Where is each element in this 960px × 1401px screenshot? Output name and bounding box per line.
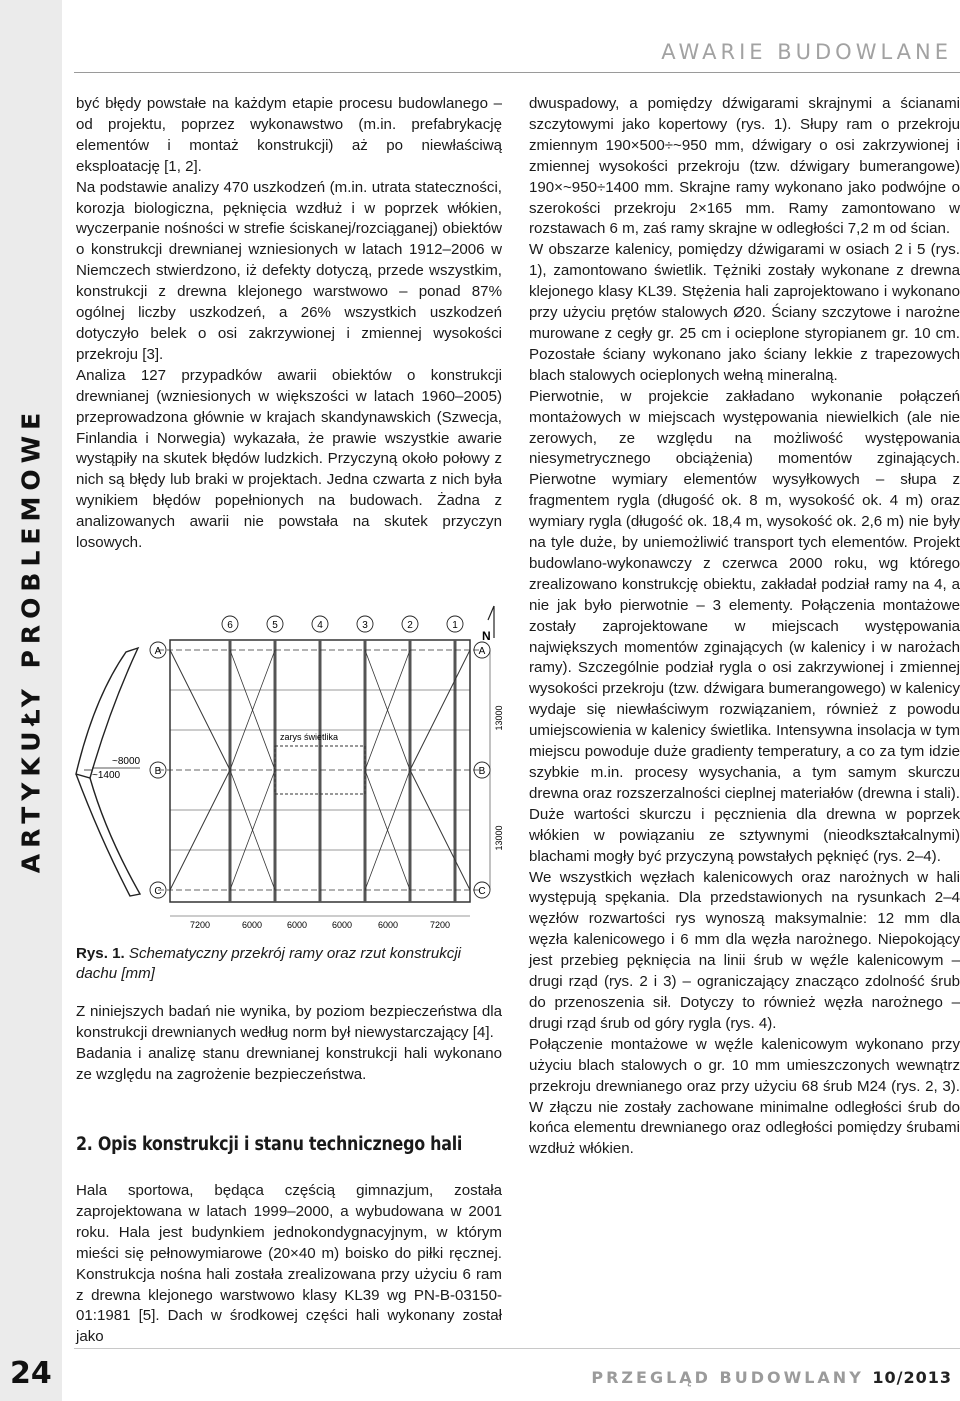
- paragraph: Połączenie montażowe w węźle kalenicowym wykonano przy użyciu blach stalowych o gr. 10 mm umieszczonych wewnątrz przekroju drewnianego oraz przy użyciu 68 śrub M24 (rys. 2, 3). W złączu nie zostały zachowane minimalne odległości śrub do końca elementu drewnianego oraz odległości pomiędzy śrubami wzdłuż włókien.: [529, 1035, 960, 1158]
- paragraph: Hala sportowa, będąca częścią gimnazjum, została zaprojektowana w latach 1999–2000, a wybudowana w 2001 roku. Hala jest budynkiem jednokondygnacyjnym, w którym mieści się pełnowymiarowe (20×40 m) boisko do piłki ręcznej. Konstrukcja nośna hali została zrealizowana przy użyciu 6 ram z drewna klejonego warstwowo klasy KL39 wg PN-B-03150-01:1981 [5]. Dach w środkowej części hali wykonany został jako: [76, 1182, 502, 1346]
- figure-frame-and-roof-plan: [70, 598, 510, 936]
- frame-dim-width: ~1400: [92, 770, 121, 781]
- figure-caption: [76, 944, 502, 984]
- dim-label: 6000: [377, 920, 399, 930]
- axis-mark-label: 2: [407, 620, 413, 631]
- paragraph: Na podstawie analizy 470 uszkodzeń (m.in. utrata stateczności, korozja biologiczna, pęknięcia wzdłuż i w poprzek włókien, wyczerpanie nośności w strefie ściskanej/rozciąganej) obiektów o konstrukcji drewnianej wzniesionych w latach 1912–2006 w Niemczech stwierdzono, iż defekty dotyczą, przede wszystkim, konstrukcji z drewna klejonego warstwowo – ponad 87% ogólnej liczby uszkodzeń, a 26% wszystkich uszkodzeń dotyczyło belek o osi zakrzywionej i zmiennej wysokości przekroju [3].: [76, 178, 502, 363]
- journal-name: PRZEGLĄD BUDOWLANY: [591, 1368, 864, 1387]
- right-column: [529, 94, 960, 1160]
- caption-text: Schematyczny przekrój ramy oraz rzut konstrukcji dachu [mm]: [76, 945, 462, 982]
- axis-mark-label: 6: [227, 620, 233, 631]
- dim-label: 13000: [494, 825, 504, 851]
- paragraph: Pierwotnie, w projekcie zakładano wykonanie połączeń montażowych w miejscach występowania niewielkich (ale nie zerowych, ze względu na możliwość występowania niesymetrycznego obciążenia) momentów zginających. Pierwotne wymiary elementów wysyłkowych – słupa z fragmentem rygla (długość ok. 8 m, wysokość ok. 4 m) oraz wymiary rygla (długość ok. 18,4 m, wysokość ok. 2,6 m) nie były na tyle duże, by uniemożliwić transport tych elementów. Projekt budowlano-wykonawczy z czerwca 2000 roku, wg którego zrealizowano konstrukcję obiektu, zakładał podział ramy na 4, a nie jak było pierwotnie – 3 elementy. Połączenia montażowe zostały zaprojektowane w miejscach występowania największych momentów zginających (w kalenicy i w narożach ramy). Szczególnie podział rygla o osi zakrzywionej i zmiennej wysokości przekroju (tzw. dźwigara bumerangowego) w kalenicy wydaje się niewłaściwym rozwiązaniem, również z powodu umiejscowienia w kalenicy świetlika. Intensywna insolacja w tym miejscu powoduje duże gradienty temperatury, a co za tym idzie szybkie m.in. procesy wysychania, a tym samym skurczu drewna oraz rozszerzalności cieplnej materiałów (drewna i stali). Duże wartości skurczu i pęcznienia dla drewna w poprzek włókien w powiązaniu ze sztywnymi (nieodkształcalnymi) blachami mogły być przyczyną powstałych pęknięć (rys. 2–4).: [529, 387, 960, 865]
- section-vertical-title: ARTYKUŁY PROBLEMOWE: [16, 406, 46, 874]
- axis-mark-label: 4: [317, 620, 323, 631]
- footer-divider: [74, 1348, 960, 1349]
- row-mark-label: C: [154, 886, 162, 897]
- paragraph: Badania i analizę stanu drewnianej konstrukcji hali wykonano ze względu na zagrożenie bezpieczeństwa.: [76, 1044, 502, 1083]
- dim-label: 13000: [494, 705, 504, 731]
- axis-mark-label: 1: [452, 620, 458, 631]
- row-mark-label: B: [154, 766, 162, 777]
- header-divider: [74, 72, 960, 73]
- left-column-mid: [76, 1002, 502, 1086]
- row-mark-label: A: [478, 646, 486, 657]
- axis-mark-label: 5: [272, 620, 278, 631]
- roof-plan: [158, 640, 490, 916]
- left-column-top: [76, 94, 502, 554]
- footer-journal: [591, 1368, 952, 1387]
- frame-dim-height: ~8000: [112, 756, 141, 767]
- running-header: AWARIE BUDOWLANE: [661, 40, 952, 64]
- dim-label: 7200: [429, 920, 451, 930]
- dim-label: 6000: [286, 920, 308, 930]
- north-label: N: [482, 629, 491, 643]
- structural-drawing: [70, 598, 510, 936]
- dim-label: 7200: [189, 920, 211, 930]
- journal-issue: 10/2013: [872, 1368, 952, 1387]
- paragraph: być błędy powstałe na każdym etapie procesu budowlanego – od projektu, poprzez wykonawstwo (m.in. prefabrykację elementów i montaż konstrukcji) aż po niewłaściwą eksploatację [1, 2].: [76, 95, 502, 175]
- row-mark-label: A: [154, 646, 162, 657]
- page-number: 24: [10, 1356, 52, 1391]
- column-axis-marks: [222, 616, 463, 632]
- left-column-bottom: [76, 1181, 502, 1348]
- paragraph: Analiza 127 przypadków awarii obiektów o konstrukcji drewnianej (wzniesionych w większości w latach 1960–2005) przeprowadzona głównie w krajach skandynawskich (Szwecja, Finlandia i Norwegia) wykazała, że prawie wszystkie awarie wystąpiły na skutek błędów ludzkich. Przyczyną około połowy z nich są błędy lub braki w projektach. Jedna czwarta z nich była wynikiem błędów popełnionych na budowach. Żadna z analizowanych awarii nie powstała na skutek przyczyn losowych.: [76, 366, 502, 552]
- dim-label: 6000: [241, 920, 263, 930]
- axis-mark-label: 3: [362, 620, 368, 631]
- paragraph: Z niniejszych badań nie wynika, by poziom bezpieczeństwa dla konstrukcji drewnianych według norm był niewystarczający [4].: [76, 1003, 502, 1041]
- row-mark-label: B: [478, 766, 486, 777]
- paragraph: We wszystkich węzłach kalenicowych oraz narożnych w hali występują spękania. Dla przedstawionych na rysunkach 2–4 węzłów rozwartości rys wynoszą maksymalnie: 12 mm dla węzła kalenicowego i 6 mm dla węzła narożnego. Niepokojący jest przebieg pęknięcia na linii śrub w węźle kalenicowym – drugi rząd (rys. 2 i 3) – ograniczający znacząco zdolność śrub do przenoszenia sił. Dotyczy to również węzła narożnego – drugi rząd śrub od góry rygla (rys. 4).: [529, 868, 960, 1032]
- paragraph: W obszarze kalenicy, pomiędzy dźwigarami w osiach 2 i 5 (rys. 1), zamontowano świetlik. Tężniki zostały wykonane z drewna klejonego klasy KL39. Stężenia hali zaprojektowano i wykonano przy użyciu prętów stalowych Ø20. Ściany szczytowe i narożne murowane z cegły gr. 25 cm i ocieplone styropianem gr. 10 cm. Pozostałe ściany wykonano jako ściany lekkie z trapezowych blach stalowych ocieplonych wełną mineralną.: [529, 241, 960, 384]
- skylight-label: zarys świetlika: [280, 732, 339, 742]
- paragraph: dwuspadowy, a pomiędzy dźwigarami skrajnymi a ścianami szczytowymi jako kopertowy (rys. 1). Słupy ram o przekroju zmiennym 190×500÷~950 mm, dźwigary o osi zakrzywionej i zmiennej wysokości przekroju (tzw. dźwigary bumerangowe) 190×~950÷1400 mm. Skrajne ramy wykonano jako podwójne o szerokości przekroju 2×165 mm. Ramy zamontowano w rozstawach 6 m, zaś ramy skrajne w odległości 7,2 m od ścian.: [529, 95, 960, 238]
- caption-label: Rys. 1.: [76, 945, 125, 962]
- section-heading: 2. Opis konstrukcji i stanu technicznego hali: [76, 1134, 463, 1155]
- dim-label: 6000: [331, 920, 353, 930]
- row-mark-label: C: [478, 886, 486, 897]
